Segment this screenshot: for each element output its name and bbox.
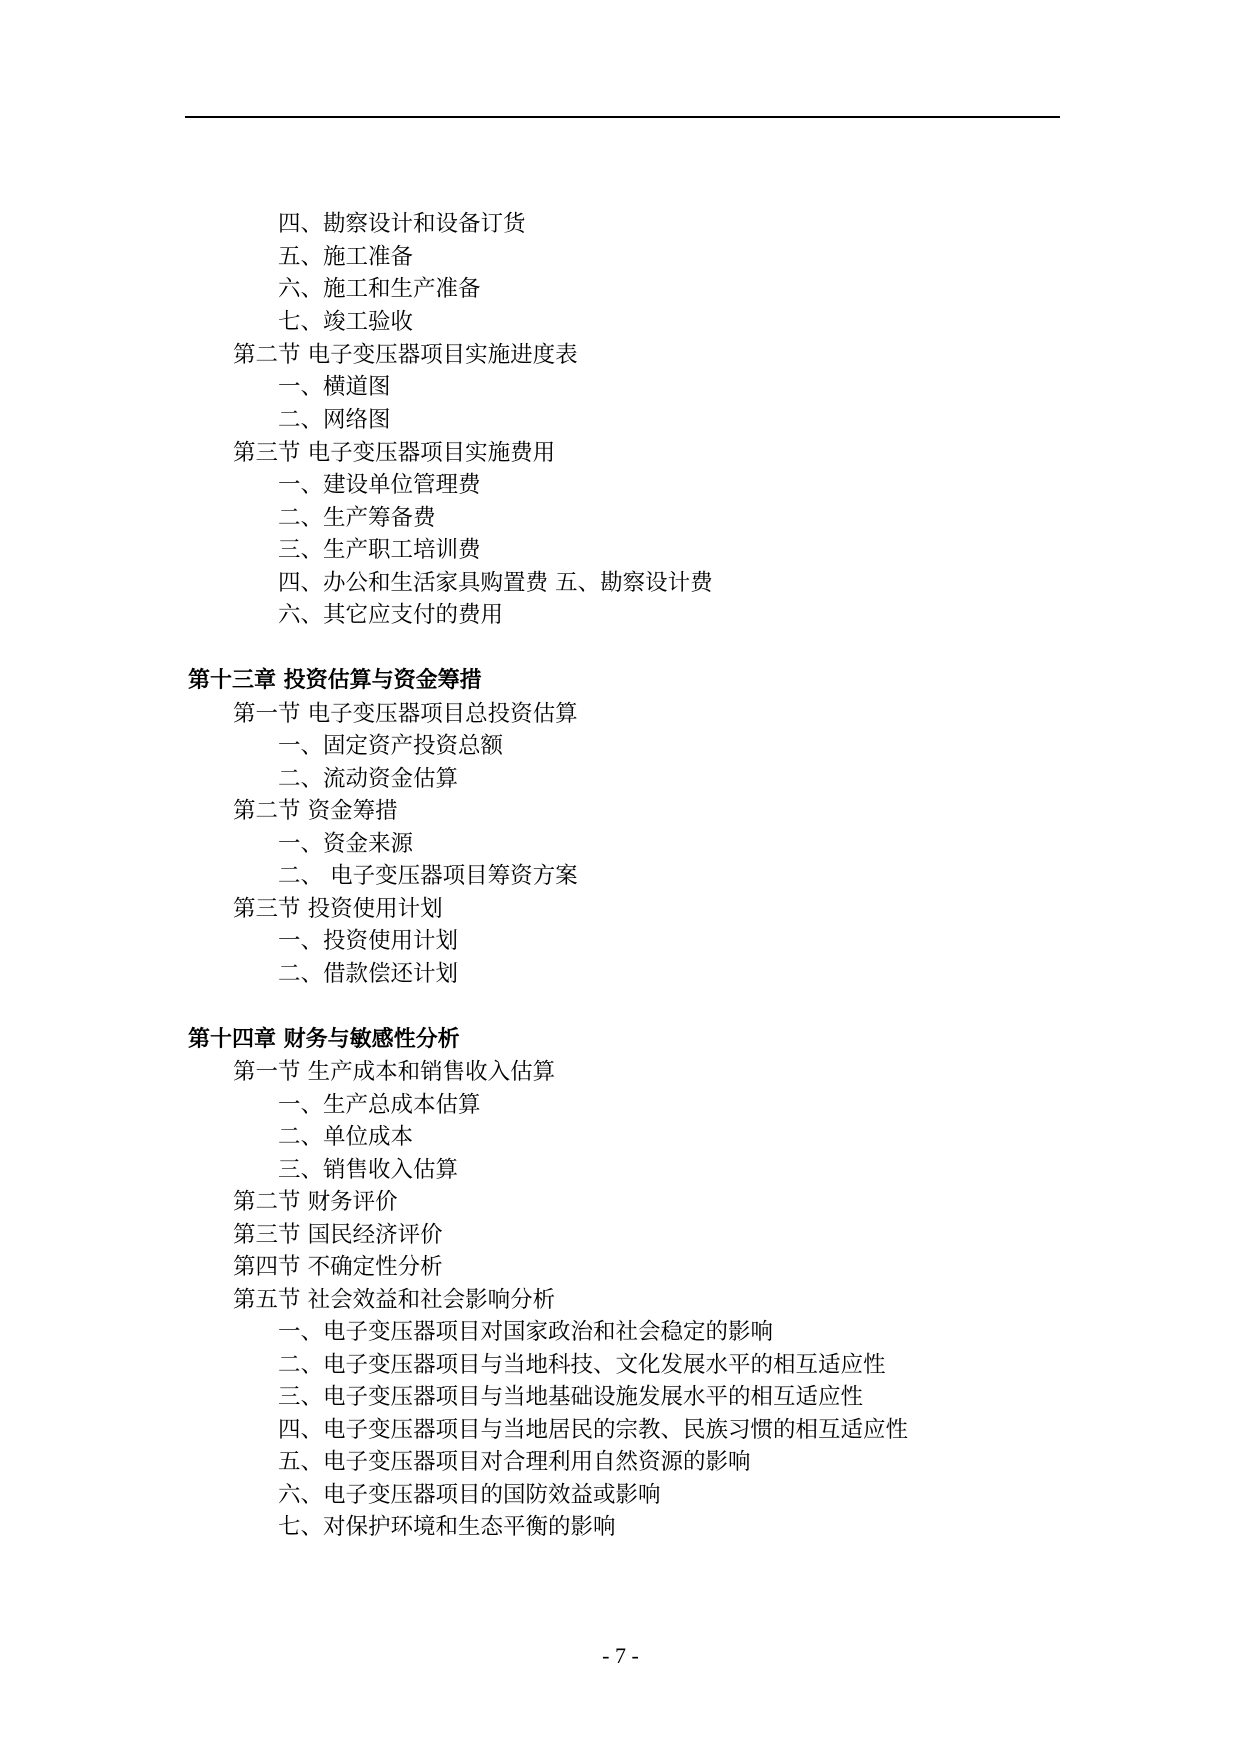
toc-section: 第二节 资金筹措 (233, 798, 398, 824)
toc-section: 第一节 生产成本和销售收入估算 (233, 1059, 556, 1085)
toc-item: 五、电子变压器项目对合理利用自然资源的影响 (278, 1449, 751, 1475)
toc-item: 六、其它应支付的费用 (278, 602, 504, 628)
page-number: - 7 - (602, 1643, 639, 1668)
toc-item: 一、生产总成本估算 (278, 1092, 481, 1118)
toc-item: 五、施工准备 (278, 244, 414, 270)
toc-item: 一、建设单位管理费 (278, 472, 481, 498)
toc-item: 七、竣工验收 (278, 309, 414, 335)
toc-section: 第五节 社会效益和社会影响分析 (233, 1287, 556, 1313)
toc-item: 四、电子变压器项目与当地居民的宗教、民族习惯的相互适应性 (278, 1417, 909, 1443)
toc-item: 一、资金来源 (278, 831, 414, 857)
toc-chapter-heading: 第十四章 财务与敏感性分析 (188, 1027, 460, 1052)
toc-item: 二、网络图 (278, 407, 391, 433)
toc-item: 七、对保护环境和生态平衡的影响 (278, 1514, 616, 1540)
toc-item: 三、生产职工培训费 (278, 537, 481, 563)
toc-section: 第三节 电子变压器项目实施费用 (233, 440, 556, 466)
toc-item: 一、投资使用计划 (278, 928, 459, 954)
toc-item: 二、 电子变压器项目筹资方案 (278, 863, 578, 889)
toc-item: 一、电子变压器项目对国家政治和社会稳定的影响 (278, 1319, 774, 1345)
toc-item: 二、借款偿还计划 (278, 961, 459, 987)
toc-section: 第二节 财务评价 (233, 1189, 398, 1215)
toc-item: 二、单位成本 (278, 1124, 414, 1150)
toc-item: 一、固定资产投资总额 (278, 733, 504, 759)
toc-item: 六、施工和生产准备 (278, 276, 481, 302)
toc-section: 第三节 投资使用计划 (233, 896, 443, 922)
toc-section: 第三节 国民经济评价 (233, 1222, 443, 1248)
toc-item: 四、办公和生活家具购置费 五、勘察设计费 (278, 570, 713, 596)
toc-item: 二、生产筹备费 (278, 505, 436, 531)
toc-item: 三、销售收入估算 (278, 1157, 459, 1183)
toc-item: 六、电子变压器项目的国防效益或影响 (278, 1482, 661, 1508)
toc-item: 二、流动资金估算 (278, 766, 459, 792)
toc-chapter-heading: 第十三章 投资估算与资金筹措 (188, 668, 482, 693)
toc-item: 四、勘察设计和设备订货 (278, 211, 526, 237)
header-rule (185, 116, 1060, 118)
toc-item: 一、横道图 (278, 374, 391, 400)
toc-item: 三、电子变压器项目与当地基础设施发展水平的相互适应性 (278, 1384, 864, 1410)
toc-item: 二、电子变压器项目与当地科技、文化发展水平的相互适应性 (278, 1352, 886, 1378)
toc-section: 第二节 电子变压器项目实施进度表 (233, 342, 578, 368)
toc-section: 第一节 电子变压器项目总投资估算 (233, 701, 578, 727)
toc-section: 第四节 不确定性分析 (233, 1254, 443, 1280)
